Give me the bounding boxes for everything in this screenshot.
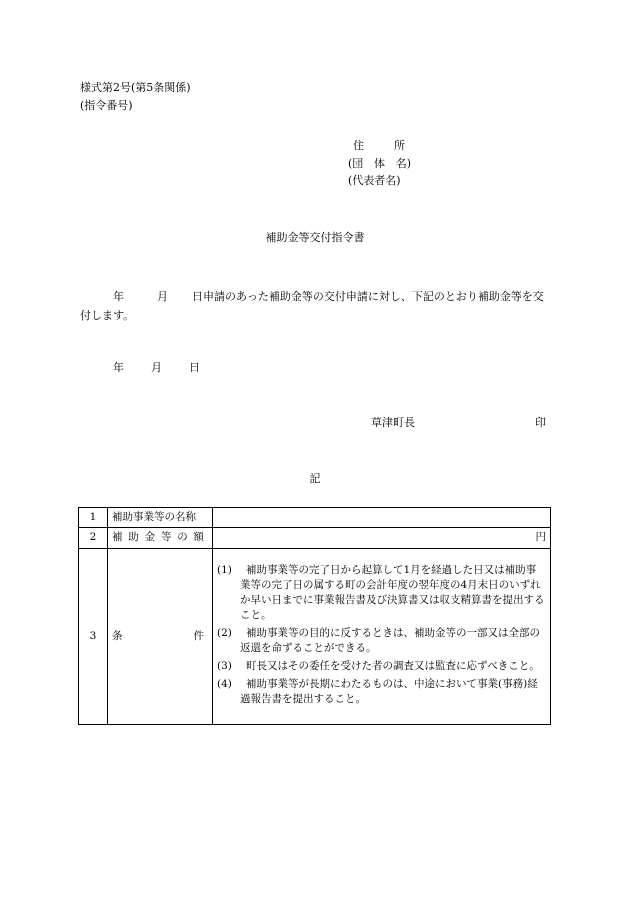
issuer-name: 草津町長 xyxy=(371,416,415,429)
row-label: 補助事業等の名称 xyxy=(108,508,213,528)
list-item: (1) 補助事業等の完了日から起算して1月を経過した日又は補助事業等の完了日の属する町の会計年度の翌年度の4月末日のいずれか早い日までに事業報告書及び決算書又は収支精算書を提出すること。 xyxy=(217,564,545,621)
conditions-list xyxy=(217,563,546,707)
table-row xyxy=(79,528,551,549)
issue-date: 年 月 日 xyxy=(113,361,200,374)
table-row xyxy=(79,508,551,528)
row-number: 2 xyxy=(79,528,108,549)
amount-value: 円 xyxy=(213,528,551,549)
details-table xyxy=(78,507,551,725)
body-paragraph: 年 月 日申請のあった補助金等の交付申請に対し、下記のとおり補助金等を交付します。 xyxy=(80,290,544,322)
seal-mark: 印 xyxy=(535,416,546,429)
recipient-block xyxy=(348,139,411,192)
ki-heading: 記 xyxy=(309,472,321,485)
list-item: (3) 町長又はその委任を受けた者の調査又は監査に応ずべきこと。 xyxy=(217,660,540,672)
row-number: 1 xyxy=(79,508,108,528)
row-number: 3 xyxy=(79,549,108,725)
row-label: 補 助 金 等 の 額 xyxy=(108,528,213,549)
group-name-label: (団 体 名) xyxy=(348,156,411,170)
form-number: 様式第2号(第5条関係) xyxy=(80,81,191,94)
list-item: (4) 補助事業等が長期にわたるものは、中途において事業(事務)経過報告書を提出すること。 xyxy=(217,678,538,705)
project-name-value xyxy=(213,508,551,528)
representative-label: (代表者名) xyxy=(348,174,401,187)
conditions-value xyxy=(213,549,551,725)
row-label: 条 件 xyxy=(108,549,213,725)
list-item: (2) 補助事業等の目的に反するときは、補助金等の一部又は全部の返還を命ずることができる。 xyxy=(217,627,540,654)
table-row xyxy=(79,549,551,725)
document-title: 補助金等交付指令書 xyxy=(265,231,365,244)
reference-number: (指令番号) xyxy=(80,99,133,112)
address-label: 住 所 xyxy=(353,139,405,152)
